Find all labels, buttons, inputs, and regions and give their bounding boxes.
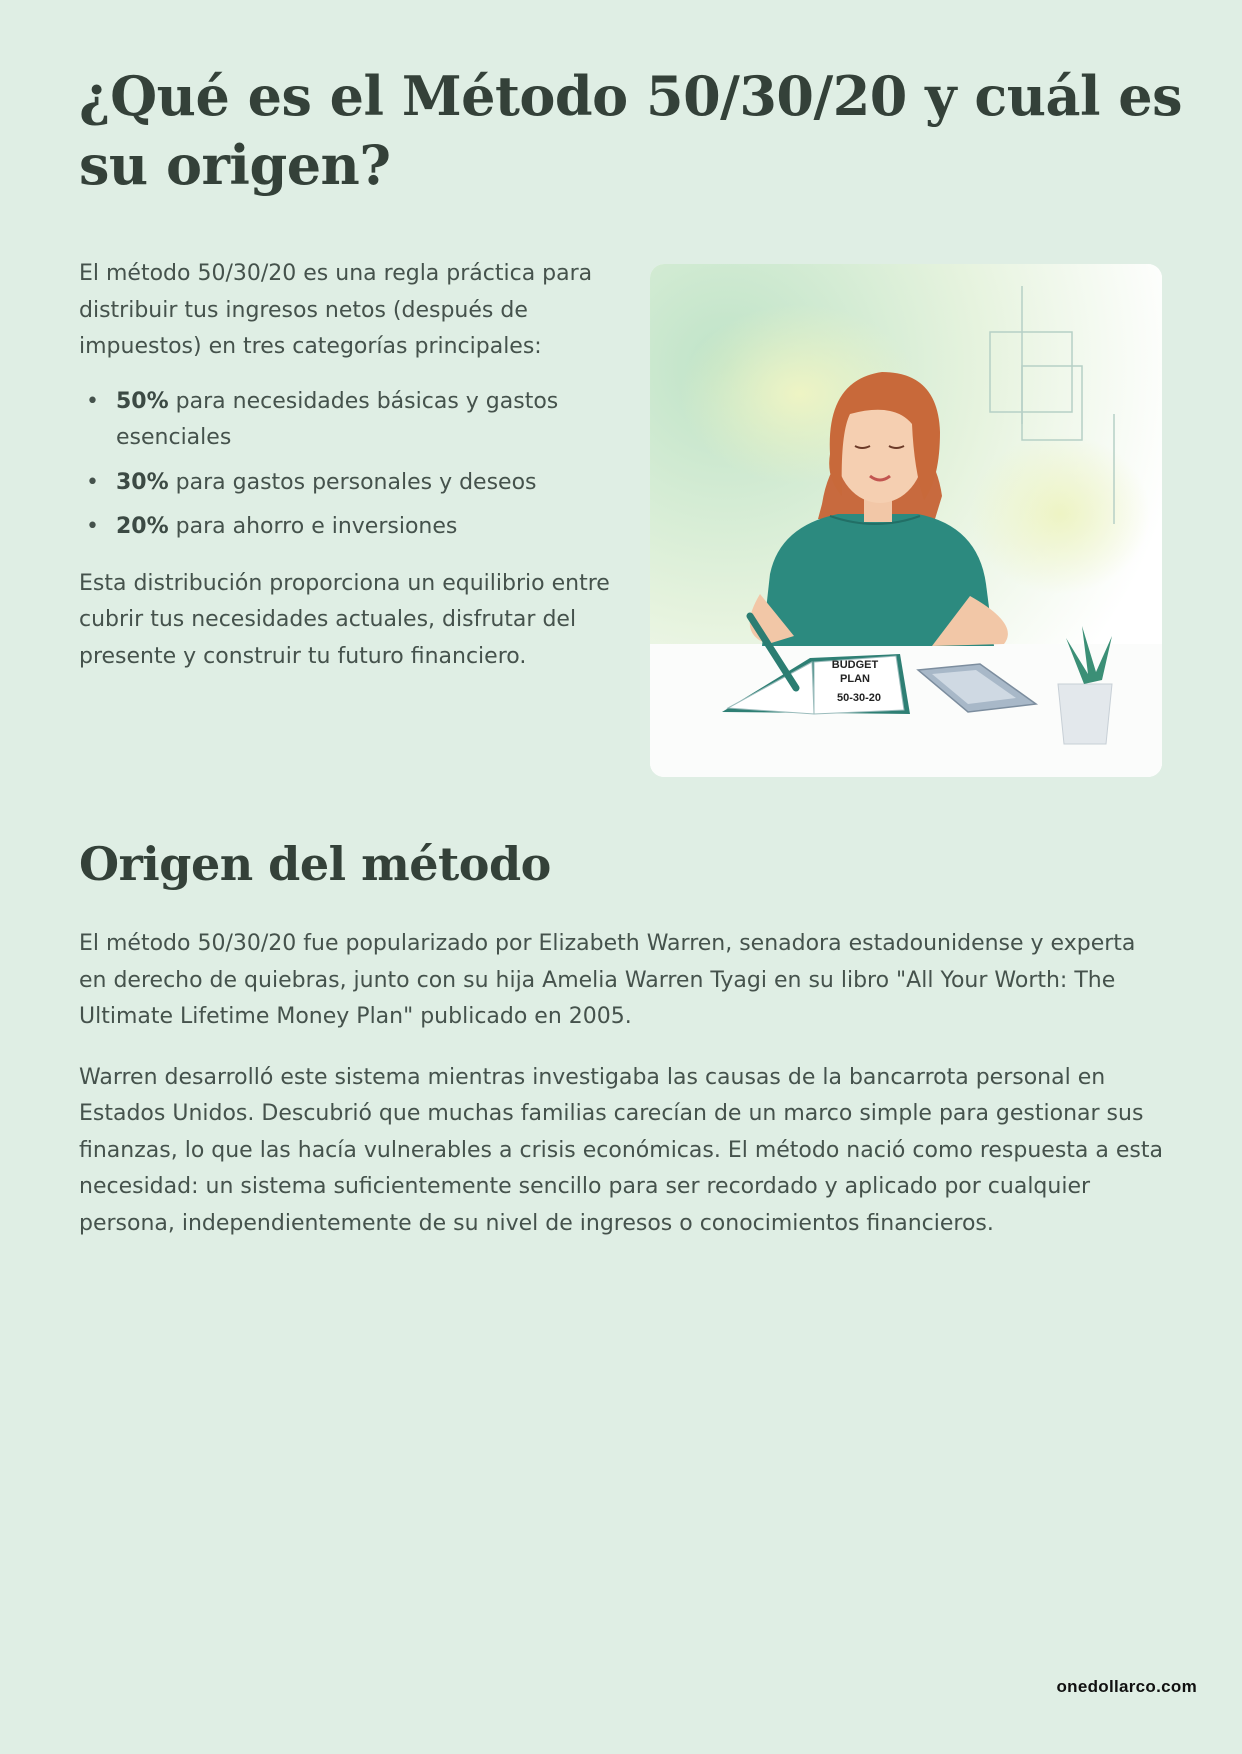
list-item xyxy=(79,509,619,546)
origin-section xyxy=(79,926,1169,1266)
percent-label: 20% xyxy=(116,514,169,539)
section-heading: Origen del método xyxy=(79,837,551,891)
summary-paragraph: Esta distribución proporciona un equilibrio entre cubrir tus necesidades actuales, disfrutar del presente y construir tu futuro financiero. xyxy=(79,570,610,669)
notebook-line-3: 50-30-20 xyxy=(836,692,882,704)
percent-label: 30% xyxy=(116,469,169,495)
site-url: onedollarco.com xyxy=(1056,1677,1197,1696)
list-item-text: para ahorro e inversiones xyxy=(168,514,458,539)
bullet-icon: • xyxy=(86,514,99,539)
budget-illustration xyxy=(650,264,1162,777)
page-title: ¿Qué es el Método 50/30/20 y cuál es su origen? xyxy=(79,64,1183,197)
list-item-text: para necesidades básicas y gastos esenciales xyxy=(116,388,559,450)
intro-paragraph: El método 50/30/20 es una regla práctica para distribuir tus ingresos netos (después de impuestos) en tres categorías principales: xyxy=(79,261,593,359)
bullet-icon: • xyxy=(86,469,99,495)
list-item xyxy=(79,384,619,457)
notebook-line-1: BUDGET xyxy=(831,659,879,671)
intro-section xyxy=(79,256,619,675)
list-item xyxy=(79,465,619,502)
notebook-line-2: PLAN xyxy=(840,673,870,685)
percent-label: 50% xyxy=(116,388,169,414)
history-paragraph: Warren desarrolló este sistema mientras investigaba las causas de la bancarrota personal en Estados Unidos. Descubrió que muchas familias carecían de un marco simple para gestionar sus finanzas, lo que las hacía vulnerables a crisis económicas. El método nació como respuesta a esta necesidad: un sistema suficientemente sencillo para ser recordado y aplicado por cualquier persona, independientemente de su nivel de ingresos o conocimientos financieros. xyxy=(79,1064,1163,1236)
budget-split-list xyxy=(79,384,619,546)
origin-paragraph: El método 50/30/20 fue popularizado por Elizabeth Warren, senadora estadounidense y experta en derecho de quiebras, junto con su hija Amelia Warren Tyagi en su libro "All Your Worth: The Ultimate Lifetime Money Plan" publicado en 2005. xyxy=(79,931,1136,1029)
list-item-text: para gastos personales y deseos xyxy=(168,469,537,495)
bullet-icon: • xyxy=(86,388,99,414)
